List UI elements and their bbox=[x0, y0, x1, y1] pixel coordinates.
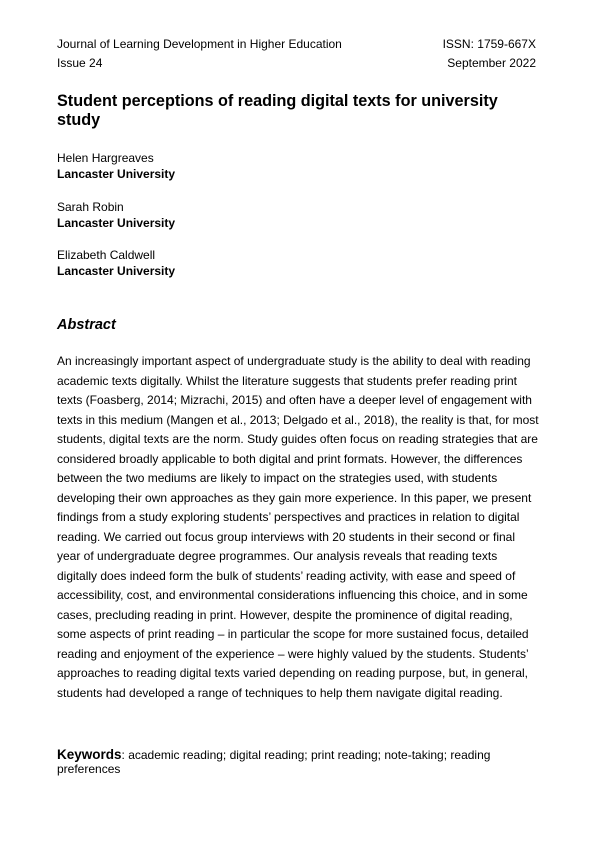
author-name: Elizabeth Caldwell bbox=[57, 248, 156, 262]
author-block bbox=[57, 150, 175, 182]
paper-title: Student perceptions of reading digital texts for university study bbox=[57, 92, 498, 129]
author-affiliation: Lancaster University bbox=[57, 264, 176, 278]
abstract-text: An increasingly important aspect of undergraduate study is the ability to deal with reading academic texts digitally. Whilst the literature suggests that students prefer reading print texts (Foasberg, 2014; Mizrachi, 2015) and often have a deeper level of engagement with texts in this medium (Mangen et al., 2013; Delgado et al., 2018), the reality is that, for most students, digital texts are the norm. Study guides often focus on reading strategies that are considered broadly applicable to both digital and print formats. However, the differences between the two mediums are likely to impact on the strategies used, with students developing their own approaches as they gain more experience. In this paper, we present findings from a study exploring students’ perspectives and practices in relation to digital reading. We carried out focus group interviews with 20 students in their second or final year of undergraduate degree programmes. Our analysis reveals that reading texts digitally does indeed form the bulk of students’ reading activity, with ease and speed of accessibility, cost, and environmental considerations influencing this choice, and in some cases, precluding reading in print. However, despite the prominence of digital reading, some aspects of print reading – in particular the scope for more sustained focus, detailed reading and enjoyment of the experience – were highly valued by the students. Students’ approaches to reading digital texts varied depending on reading purpose, but, in general, students had developed a range of techniques to help them navigate digital reading. bbox=[57, 354, 539, 700]
author-block bbox=[57, 199, 175, 231]
issue-number: Issue 24 bbox=[57, 56, 103, 70]
issn: ISSN: 1759-667X bbox=[442, 37, 536, 51]
journal-name: Journal of Learning Development in Higher Education bbox=[57, 37, 342, 51]
publication-date: September 2022 bbox=[447, 56, 536, 70]
keywords bbox=[57, 748, 539, 776]
author-name: Helen Hargreaves bbox=[57, 151, 154, 165]
author-block bbox=[57, 247, 175, 279]
keywords-label: Keywords bbox=[57, 747, 122, 762]
author-affiliation: Lancaster University bbox=[57, 216, 176, 230]
author-name: Sarah Robin bbox=[57, 200, 124, 214]
keywords-list: : academic reading; digital reading; print reading; note-taking; reading preferences bbox=[57, 748, 491, 776]
abstract-heading: Abstract bbox=[57, 317, 116, 333]
author-affiliation: Lancaster University bbox=[57, 167, 176, 181]
